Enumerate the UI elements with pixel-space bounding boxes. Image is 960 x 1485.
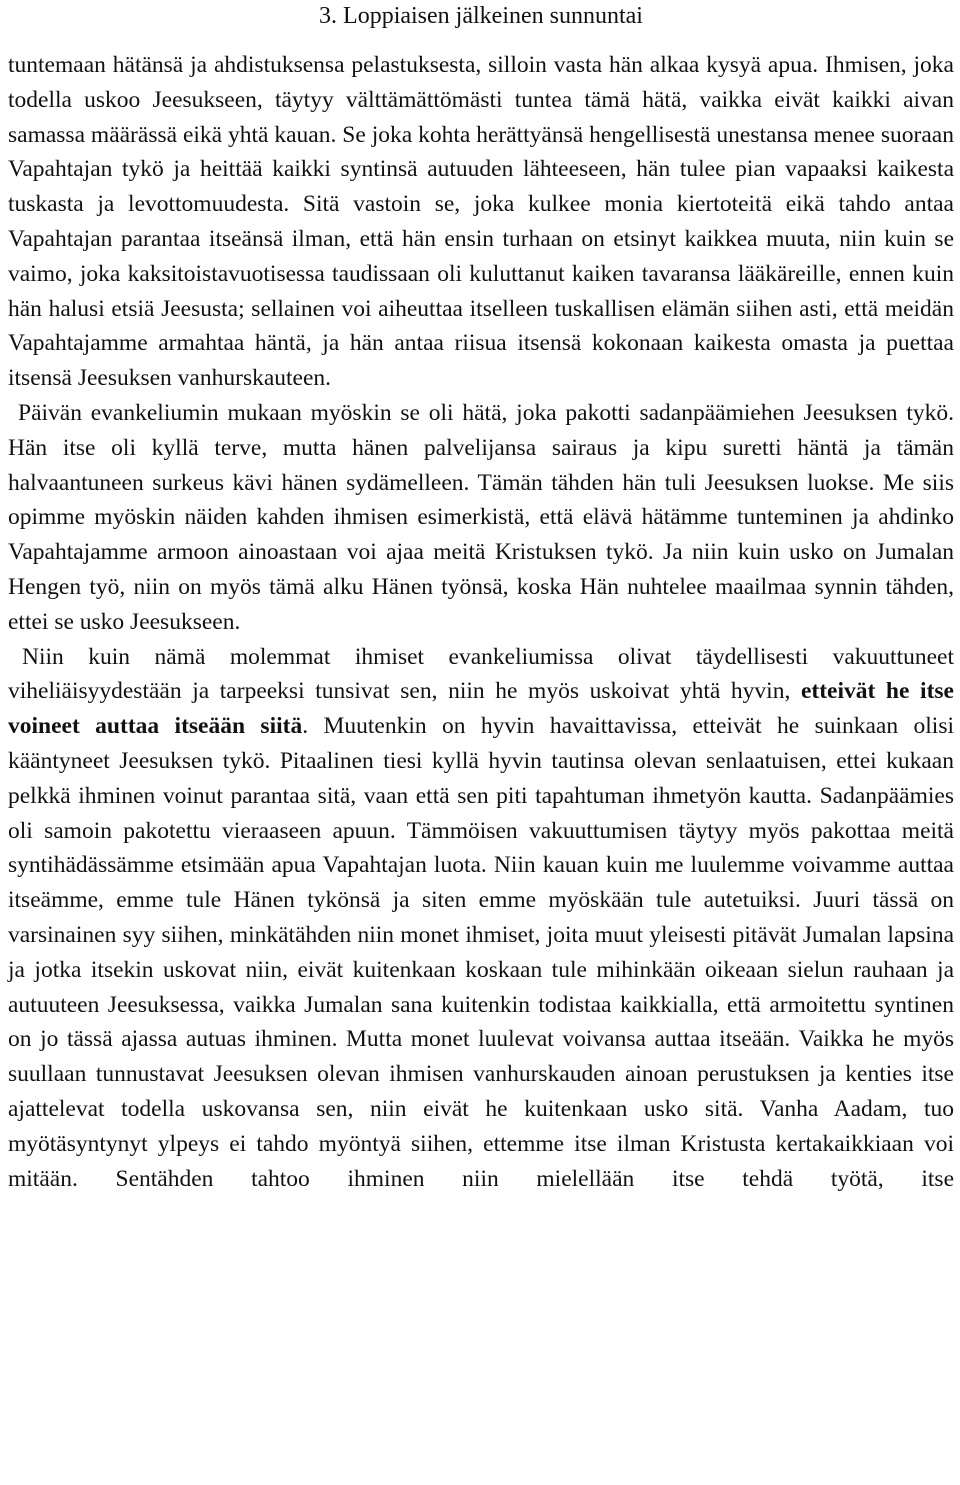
paragraph-text: . Muutenkin on hyvin havaittavissa, etteivät he suinkaan olisi kääntyneet Jeesuksen tykö. Pitaalinen tiesi kyllä hyvin tautinsa olevan senlaatuisen, ettei kukaan pelkkä ihminen voinut parantaa sitä, vaan että sen piti tapahtuman ihmetyön kautta. Sadanpäämies oli samoin pakotettu vieraaseen apuun. Tämmöisen vakuuttumisen täytyy myös pakottaa meitä syntihädässämme etsimään apua Vapahtajan luota. Niin kauan kuin me luulemme voivamme auttaa itseämme, emme tule Hänen tykönsä ja siten emme myöskään tule autetuiksi. Juuri tässä on varsinainen syy siihen, minkätähden niin monet ihmiset, joita muut yleisesti pitävät Jumalan lapsina ja jotka itsekin uskovat niin, eivät kuitenkaan koskaan tule mihinkään oikeaan sielun rauhaan ja autuuteen Jeesuksessa, vaikka Jumalan sana kuitenkin todistaa kaikkialla, että armoitettu syntinen on jo tässä ajassa autuas ihminen. Mutta monet luulevat voivansa auttaa itseään. Vaikka he myös suullaan tunnustavat Jeesuksen olevan ihmisen vanhurskauden ainoan perustuksen ja kenties itse ajattelevat todella uskovansa sen, niin eivät he kuitenkaan usko sitä. Vanha Aadam, tuo myötäsyntynyt ylpeys ei tahdo myöntyä siihen, ettemme itse ilman Kristusta kertakaikkiaan voi mitään. Sentähden tahtoo ihminen niin mielellään itse tehdä työtä, itse: [8, 713, 954, 1192]
paragraph-gospel-need: Päivän evankeliumin mukaan myöskin se oli hätä, joka pakotti sadanpäämiehen Jeesuksen tykö. Hän itse oli kyllä terve, mutta hänen palvelijansa sairaus ja kipu suretti häntä ja tämän halvaantuneen surkeus kävi hänen sydämelleen. Tämän tähden hän tuli Jeesuksen luokse. Me siis opimme myöskin näiden kahden ihmisen esimerkistä, että elävä hätämme tunteminen ja ahdinko Vapahtajamme armoon ainoastaan voi ajaa meitä Kristuksen tykö. Ja niin kuin usko on Jumalan Hengen työ, niin on myös tämä alku Hänen työnsä, koska Hän nuhtelee maailmaa synnin tähden, ettei se usko Jeesukseen.: [8, 399, 954, 635]
paragraph-text: Niin kuin nämä molemmat ihmiset evankeliumissa olivat täydellisesti vakuuttuneet viheliäisyydestään ja tarpeeksi tunsivat sen, niin he myös uskoivat yhtä hyvin,: [8, 643, 954, 705]
paragraph-conviction: [8, 640, 954, 1197]
paragraph-continued: tuntemaan hätänsä ja ahdistuksensa pelastuksesta, silloin vasta hän alkaa kysyä apua. Ihmisen, joka todella uskoo Jeesukseen, täytyy välttämättömästi tuntea tämä hätä, vaikka eivät kaikki aivan samassa määrässä eikä yhtä kauan. Se joka kohta herättyänsä hengellisestä unestansa menee suoraan Vapahtajan tykö ja heittää kaikki syntinsä autuuden lähteeseen, hän tulee pian vapaaksi kaikesta tuskasta ja levottomuudesta. Sitä vastoin se, joka kulkee monia kiertoteitä eikä tahdo antaa Vapahtajan parantaa itseänsä ilman, että hän ensin turhaan on etsinyt kaikkea muuta, niin kuin se vaimo, joka kaksitoistavuotisessa taudissaan oli kuluttanut kaiken tavaransa lääkäreille, ennen kuin hän halusi etsiä Jeesusta; sellainen voi aiheuttaa itselleen tuskallisen elämän siihen asti, että meidän Vapahtajamme armahtaa häntä, ja hän antaa riisua itsensä kokonaan kaikesta omasta ja puettaa itsensä Jeesuksen vanhurskauteen.: [8, 52, 954, 392]
document-page: [8, 0, 954, 1196]
running-header: 3. Loppiaisen jälkeinen sunnuntai: [319, 3, 643, 29]
emphasized-phrase: etteivät he itse voineet auttaa itseään siitä: [8, 678, 954, 740]
